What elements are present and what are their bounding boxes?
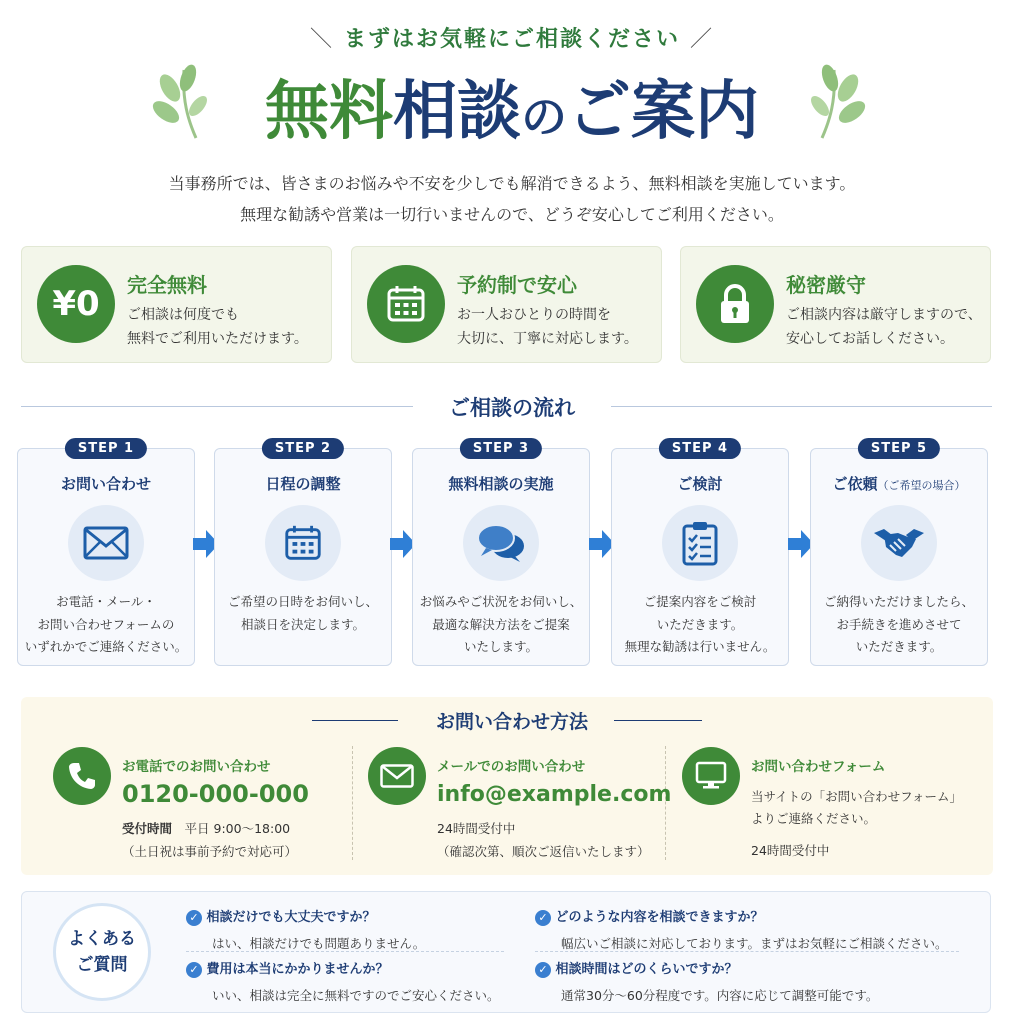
step-desc-line: お手続きを進めさせて (836, 616, 962, 632)
step-title-sub: （ご希望の場合） (877, 479, 966, 492)
step-desc-line: いたします。 (463, 639, 538, 654)
faq-item (186, 958, 500, 1004)
intro-text (0, 168, 1024, 230)
step-badge: STEP 5 (858, 438, 940, 459)
step-title (215, 473, 391, 494)
form-notes (751, 786, 962, 830)
feature-card-confidential (680, 246, 991, 363)
check-circle-icon: ✓ (186, 962, 202, 978)
step-desc (811, 591, 987, 659)
feature-desc-line: ご相談内容は厳守しますので、 (786, 307, 982, 323)
faq-separator (186, 951, 504, 952)
title-navy: 相談 (393, 74, 521, 149)
step-title-text: 無料相談の実施 (448, 475, 554, 493)
step-badge: STEP 2 (262, 438, 344, 459)
step-desc (215, 591, 391, 636)
step-desc-line: ご希望の日時をお伺いし、 (227, 594, 378, 609)
feature-desc-line: お一人おひとりの時間を (457, 307, 611, 323)
title-particle: の (521, 90, 567, 144)
step-title (612, 473, 788, 494)
step-card-3 (412, 441, 590, 666)
step-desc-line: いただきます。 (656, 616, 744, 632)
faq-item (535, 906, 948, 952)
intro-line-2: 無理な勧誘や営業は一切行いませんので、どうぞ安心してご利用ください。 (240, 205, 784, 224)
phone-hours-value: 平日 9:00〜18:00 (184, 821, 291, 836)
step-title-text: 日程の調整 (265, 475, 341, 493)
step-desc-line: 相談日を決定します。 (240, 616, 365, 632)
step-badge: STEP 3 (460, 438, 542, 459)
phone-number-link[interactable]: 0120-000-000 (122, 780, 309, 808)
feature-card-reservation (351, 246, 662, 363)
mail-note-line: （確認次第、順次ご返信いたします） (437, 844, 650, 859)
tagline (0, 22, 1024, 53)
calendar-icon (367, 265, 445, 343)
step-desc-line: ご納得いただけましたら、 (823, 594, 974, 609)
feature-title: 完全無料 (127, 273, 207, 297)
feature-desc (127, 303, 308, 351)
step-desc-line: お問い合わせフォームの (37, 616, 175, 632)
phone-label: お電話でのお問い合わせ (122, 759, 271, 775)
faq-badge-line: よくある (68, 929, 136, 949)
step-title-text: ご検討 (677, 475, 723, 493)
mail-note-line: 24時間受付中 (437, 821, 516, 836)
calendar-icon (265, 505, 341, 581)
lock-icon (696, 265, 774, 343)
feature-title: 予約制で安心 (457, 273, 577, 297)
phone-hours-label: 受付時間 (122, 821, 173, 836)
feature-desc (786, 303, 982, 351)
contact-separator (352, 746, 353, 860)
step-card-5 (810, 441, 988, 666)
step-desc-line: いずれかでご連絡ください。 (24, 639, 188, 654)
faq-answer: 通常30分〜60分程度です。内容に応じて調整可能です。 (561, 987, 879, 1003)
mail-label: メールでのお問い合わせ (437, 759, 586, 775)
step-desc (612, 591, 788, 659)
phone-note: （土日祝は事前予約で対応可） (122, 844, 298, 859)
step-title-text: ご依頼 (832, 475, 878, 493)
step-desc-line: お悩みやご状況をお伺いし、 (419, 594, 583, 609)
phone-hours (122, 817, 297, 863)
form-note-line: 当サイトの「お問い合わせフォーム」 (751, 789, 963, 804)
step-card-2 (214, 441, 392, 666)
page-title (0, 60, 1024, 152)
handshake-icon (861, 505, 937, 581)
title-rest: ご案内 (567, 74, 759, 149)
title-green: 無料 (265, 74, 393, 149)
step-card-1 (17, 441, 195, 666)
feature-desc-line: 無料でご利用いただけます。 (127, 331, 308, 347)
feature-desc-line: 安心してお話しください。 (786, 331, 954, 347)
feature-desc-line: ご相談は何度でも (127, 307, 239, 323)
clipboard-checklist-icon (662, 505, 738, 581)
faq-separator (535, 951, 959, 952)
form-note-line: よりご連絡ください。 (751, 811, 877, 826)
faq-answer: 幅広いご相談に対応しております。まずはお気軽にご相談ください。 (561, 935, 948, 951)
feature-desc-line: 大切に、丁寧に対応します。 (457, 331, 638, 347)
step-title (18, 473, 194, 494)
chat-bubbles-icon (463, 505, 539, 581)
form-hours: 24時間受付中 (751, 843, 830, 858)
mail-icon (368, 747, 426, 805)
step-badge: STEP 4 (659, 438, 741, 459)
step-desc-line: お電話・メール・ (56, 594, 156, 609)
flow-title: ご相談の流れ (449, 396, 575, 420)
step-desc-line: いただきます。 (855, 639, 943, 654)
contact-title: お問い合わせ方法 (435, 711, 588, 733)
email-address-link[interactable]: info@example.com (437, 782, 672, 807)
step-desc-line: 無理な勧誘は行いません。 (624, 639, 776, 654)
faq-question: どのような内容を相談できますか？ (555, 910, 764, 925)
step-title (413, 473, 589, 494)
tagline-slash-right: ／ (690, 27, 715, 52)
tagline-slash-left: ＼ (309, 27, 334, 52)
feature-title: 秘密厳守 (786, 273, 866, 297)
faq-question: 相談だけでも大丈夫ですか？ (206, 910, 376, 925)
check-circle-icon: ✓ (535, 910, 551, 926)
check-circle-icon: ✓ (535, 962, 551, 978)
faq-item (535, 958, 878, 1004)
faq-question: 相談時間はどのくらいですか？ (555, 962, 738, 977)
feature-card-free (21, 246, 332, 363)
step-title-text: お問い合わせ (60, 475, 151, 493)
faq-answer: いい、相談は完全に無料ですのでご安心ください。 (212, 987, 500, 1003)
step-desc (18, 591, 194, 659)
mail-icon (68, 505, 144, 581)
faq-question: 費用は本当にかかりませんか？ (206, 962, 389, 977)
mail-notes (437, 817, 650, 863)
step-title (811, 473, 987, 494)
check-circle-icon: ✓ (186, 910, 202, 926)
phone-icon (53, 747, 111, 805)
step-desc-line: 最適な解決方法をご提案 (432, 616, 570, 632)
step-desc (413, 591, 589, 659)
step-badge: STEP 1 (65, 438, 147, 459)
step-desc-line: ご提案内容をご検討 (643, 594, 757, 609)
form-label-link[interactable]: お問い合わせフォーム (751, 759, 886, 775)
monitor-icon (682, 747, 740, 805)
intro-line-1: 当事務所では、皆さまのお悩みや不安を少しでも解消できるよう、無料相談を実施しています。 (168, 174, 856, 193)
faq-badge-line: ご質問 (76, 955, 128, 975)
faq-item (186, 906, 425, 952)
feature-desc (457, 303, 638, 351)
step-card-4 (611, 441, 789, 666)
yen-zero-icon: ¥0 (37, 265, 115, 343)
faq-badge (53, 903, 151, 1001)
tagline-text: まずはお気軽にご相談ください (343, 27, 680, 52)
faq-answer: はい、相談だけでも問題ありません。 (212, 935, 426, 951)
